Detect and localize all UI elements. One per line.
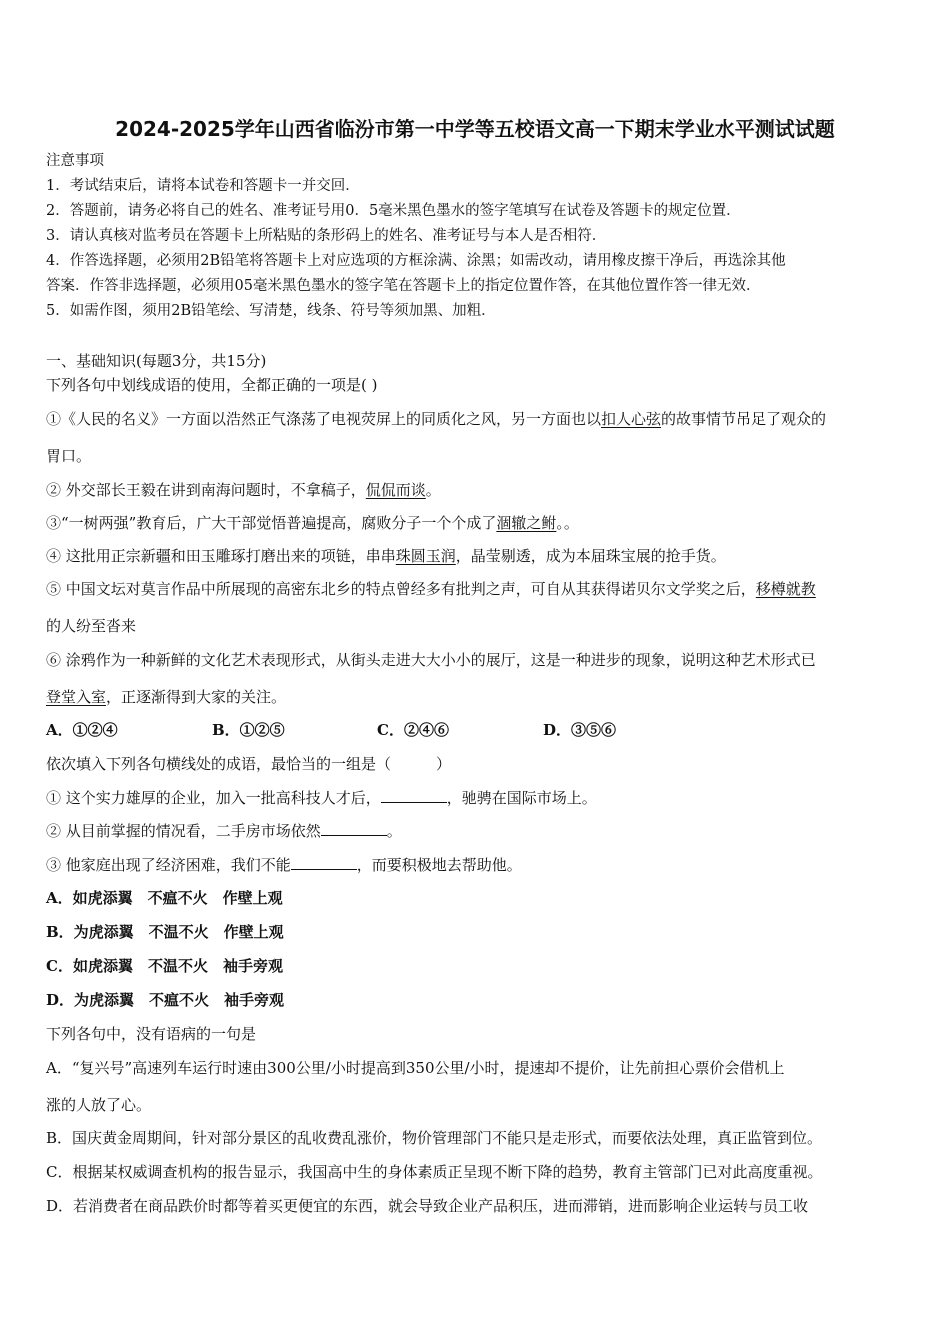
underlined-idiom: 登堂入室 [46, 688, 107, 706]
underlined-idiom: 珠圆玉润 [395, 547, 456, 565]
q2-option-c: C．如虎添翼 不温不火 袖手旁观 [46, 957, 283, 975]
q1-sentence-2: ② 外交部长王毅在讲到南海问题时，不拿稿子，侃侃而谈。 [46, 481, 441, 499]
notice-item: 答案．作答非选择题，必须用05毫米黑色墨水的签字笔在答题卡上的指定位置作答，在其他位置作答一律无效． [46, 278, 761, 294]
q1-sentence-6-cont: 登堂入室，正逐渐得到大家的关注。 [46, 688, 287, 706]
underlined-idiom: 涸辙之鲋 [496, 514, 557, 532]
q3-option-b: B．国庆黄金周期间，针对部分景区的乱收费乱涨价，物价管理部门不能只是走形式，而要依法处理，真正监管到位。 [46, 1129, 823, 1147]
underlined-idiom: 移樽就教 [755, 580, 816, 598]
notice-item: 4．作答选择题，必须用2B铅笔将答题卡上对应选项的方框涂满、涂黑；如需改动，请用橡皮擦干净后，再选涂其他 [46, 253, 786, 269]
section-heading: 一、基础知识(每题3分，共15分) [46, 352, 267, 370]
q3-option-a: A．“复兴号”高速列车运行时速由300公里/小时提高到350公里/小时，提速却不提价，让先前担心票价会借机上 [46, 1059, 785, 1077]
q3-option-d: D．若消费者在商品跌价时都等着买更便宜的东西，就会导致企业产品积压，进而滞销，进而影响企业运转与员工收 [46, 1197, 809, 1215]
underlined-idiom: 扣人心弦 [601, 410, 662, 428]
q1-sentence-3: ③“一树两强”教育后，广大干部觉悟普遍提高，腐败分子一个个成了涸辙之鲋。。 [46, 514, 579, 532]
notice-item: 2．答题前，请务必将自己的姓名、准考证号用0．5毫米黑色墨水的签字笔填写在试卷及答题卡的规定位置． [46, 203, 741, 219]
q1-option-c: C．②④⑥ [377, 721, 449, 739]
q1-option-a: A．①②④ [46, 721, 118, 739]
underlined-idiom: 侃侃而谈 [365, 481, 426, 499]
fill-blank [291, 855, 357, 870]
page-title: 2024-2025学年山西省临汾市第一中学等五校语文高一下期末学业水平测试试题 [115, 117, 835, 141]
question-3-stem: 下列各句中，没有语病的一句是 [46, 1025, 257, 1043]
question-1-stem: 下列各句中划线成语的使用，全都正确的一项是( ) [46, 376, 378, 394]
q1-sentence-5: ⑤ 中国文坛对莫言作品中所展现的高密东北乡的特点曾经多有批判之声，可自从其获得诺贝尔文学奖之后，移樽就教 [46, 580, 816, 598]
q3-option-c: C．根据某权威调查机构的报告显示，我国高中生的身体素质正呈现不断下降的趋势，教育主管部门已对此高度重视。 [46, 1163, 823, 1181]
notice-item: 5．如需作图，须用2B铅笔绘、写清楚，线条、符号等须加黑、加粗． [46, 303, 496, 319]
q2-sentence-3: ③ 他家庭出现了经济困难，我们不能 ，而要积极地去帮助他。 [46, 856, 522, 874]
fill-blank [321, 821, 387, 836]
q1-sentence-1-cont: 胃口。 [46, 447, 92, 465]
q1-sentence-1: ①《人民的名义》一方面以浩然正气涤荡了电视荧屏上的同质化之风，另一方面也以扣人心弦的故事情节吊足了观众的 [46, 410, 827, 428]
q3-option-a-cont: 涨的人放了心。 [46, 1096, 152, 1114]
q2-sentence-1: ① 这个实力雄厚的企业，加入一批高科技人才后， ，驰骋在国际市场上。 [46, 789, 597, 807]
q2-option-d: D．为虎添翼 不瘟不火 袖手旁观 [46, 991, 285, 1009]
notice-item: 3．请认真核对监考员在答题卡上所粘贴的条形码上的姓名、准考证号与本人是否相符． [46, 228, 607, 244]
q1-sentence-5-cont: 的人纷至沓来 [46, 617, 137, 635]
q1-sentence-4: ④ 这批用正宗新疆和田玉雕琢打磨出来的项链，串串珠圆玉润，晶莹剔透，成为本届珠宝展的抢手货。 [46, 547, 726, 565]
q2-sentence-2: ② 从目前掌握的情况看，二手房市场依然 。 [46, 822, 402, 840]
notice-item: 1．考试结束后，请将本试卷和答题卡一并交回． [46, 178, 360, 194]
notice-heading: 注意事项 [46, 153, 104, 169]
q1-option-b: B．①②⑤ [212, 721, 285, 739]
q2-option-a: A．如虎添翼 不瘟不火 作壁上观 [46, 889, 283, 907]
fill-blank [381, 788, 447, 803]
q1-sentence-6: ⑥ 涂鸦作为一种新鲜的文化艺术表现形式，从街头走进大大小小的展厅，这是一种进步的现象，说明这种艺术形式已 [46, 651, 816, 669]
q2-option-b: B．为虎添翼 不温不火 作壁上观 [46, 923, 284, 941]
q1-option-d: D．③⑤⑥ [543, 721, 617, 739]
question-2-stem: 依次填入下列各句横线处的成语，最恰当的一组是（ ） [46, 755, 452, 773]
